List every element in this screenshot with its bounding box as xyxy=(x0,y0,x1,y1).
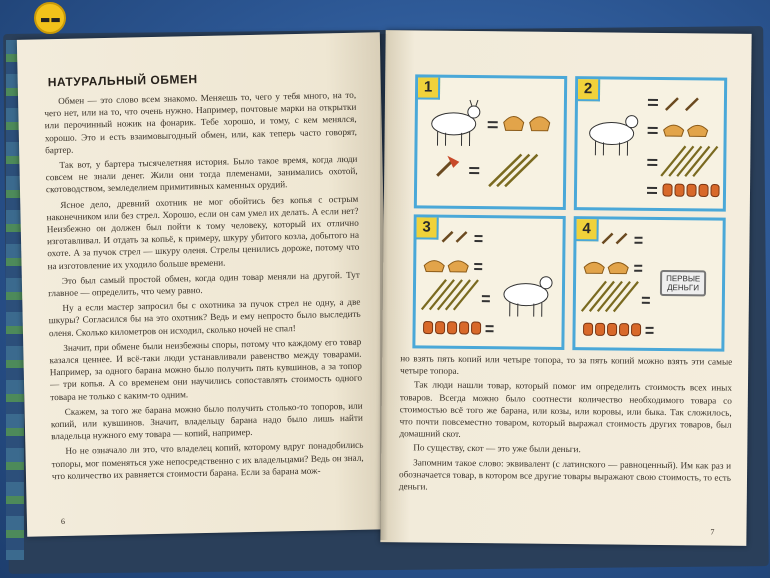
basket-icon xyxy=(424,261,468,272)
barter-panel-3 xyxy=(412,214,565,350)
paragraph: Запомним такое слово: эквивалент (с латинского — равноценный). Им как раз и обозначается товар, в котором все другие товары выражают свою стоимость, то есть деньги. xyxy=(398,457,732,492)
page-number: 7 xyxy=(710,527,715,537)
axe-icon xyxy=(437,156,459,176)
jugs-icon xyxy=(663,184,719,197)
equals-sign-icon xyxy=(646,328,654,333)
axe-icon xyxy=(442,232,466,242)
equals-sign-icon xyxy=(469,168,479,173)
left-page xyxy=(17,32,390,536)
paragraph: Скажем, за того же барана можно было получить столько-то топоров, или копий, или кувшинов. Значит, владельцу барана надо было лишь найти владельца нужного ему товара — копий, например. xyxy=(50,400,363,442)
paragraph: Это был самый простой обмен, когда один товар меняли на другой. Тут главное — определить, что чему равно. xyxy=(48,269,360,299)
left-page-text xyxy=(44,89,364,486)
equals-sign-icon xyxy=(474,264,482,269)
basket-icon xyxy=(504,116,550,130)
goat-icon xyxy=(431,100,479,147)
paragraph: По существу, скот — это уже были деньги. xyxy=(413,442,581,455)
equals-sign-icon xyxy=(474,236,482,241)
jugs-icon xyxy=(584,323,641,336)
axe-icon xyxy=(602,233,626,243)
jugs-icon xyxy=(424,322,481,335)
equals-sign-icon xyxy=(482,296,490,301)
chapter-heading: НАТУРАЛЬНЫЙ ОБМЕН xyxy=(47,72,198,90)
barter-panel-2 xyxy=(574,76,727,212)
paragraph: Значит, при обмене были неизбежны споры, потому что каждому его товар казался ценнее. И всё-таки люди устанавливали равенство между товарами. Например, за одного барана можно было получить пять кувшинов, а за топор — три копья. А со временем они научились сопоставлять стоимость одного товара не только с каким-то одним. xyxy=(49,336,363,402)
right-page-text xyxy=(399,352,732,498)
right-page xyxy=(380,30,751,546)
equals-sign-icon xyxy=(634,266,642,271)
spears-icon xyxy=(422,279,478,310)
paragraph: Но не означало ли это, что владелец копий, которому вдруг понадобились топоры, мог поменяться уже непосредственно с их владельцами? Ведь он знал, что количество их равняется стоимости барана. Если за барана мож- xyxy=(51,440,364,482)
barter-illustration-1 xyxy=(417,77,564,207)
book-gutter-shadow xyxy=(380,34,388,540)
paragraph: Так люди нашли товар, который помог им определить стоимость всех иных товаров. Всегда можно было соотнести количество необходимого товара со стоимостью всё того же барана, или козы, или коровы, или быка. Так сложилось, что почти повсеместно товаром, который выражал стоимость других товаров, был домашний скот. xyxy=(399,379,733,440)
panel-number-badge: 3 xyxy=(417,217,439,239)
barter-illustration-3 xyxy=(415,217,562,347)
spears-icon xyxy=(582,281,638,312)
paragraph: Обмен — это слово всем знакомо. Меняешь то, чего у тебя много, на то, чего нет, или на то, что очень нужно. Например, почтовые марки на открытки или перочинный ножик на фонарик. Тебе хорошо, и тому, с кем менялся, хорошо. Это и есть взаимовыгодный обмен, или, как теперь часто говорят, бартер. xyxy=(44,89,357,156)
equals-sign-icon xyxy=(648,128,658,133)
basket-icon xyxy=(664,125,708,136)
barter-illustration-2 xyxy=(577,79,724,209)
goat-icon xyxy=(589,115,637,156)
basket-icon xyxy=(584,262,628,273)
page-number: 6 xyxy=(60,516,66,527)
goat-icon xyxy=(504,276,552,317)
barter-panel-1 xyxy=(414,74,567,210)
panel-number-badge: 4 xyxy=(576,219,598,241)
paragraph: Ну а если мастер запросил бы с охотника за пучок стрел не одну, а две шкуры? Согласился бы на это охотник? Ведь и ему непросто было выследить оленя. Сколько километров он исходил, сколько ночей не спал! xyxy=(48,296,361,338)
paragraph: Так вот, у бартера тысячелетняя история. Было такое время, когда люди совсем не знали денег. Жили они тогда племенами, занимались охотой, скотоводством, земледелием примитивных каменных орудий. xyxy=(45,153,358,195)
axe-icon xyxy=(666,98,698,110)
equals-sign-icon xyxy=(642,298,650,303)
first-money-label: ПЕРВЫЕ ДЕНЬГИ xyxy=(660,270,706,296)
spears-icon xyxy=(661,146,717,177)
sunglasses-icon: ▬▬ xyxy=(40,13,61,26)
equals-sign-icon xyxy=(488,122,498,127)
equals-sign-icon xyxy=(486,326,494,331)
sunglasses-sticker xyxy=(34,2,66,34)
panel-number-badge: 1 xyxy=(418,77,440,99)
spears-icon xyxy=(489,154,537,187)
panel-number-badge: 2 xyxy=(578,79,600,101)
paragraph: но взять пять копий или четыре топора, то за пять копий можно взять эти самые четыре топора. xyxy=(400,353,733,377)
barter-panel-4 xyxy=(572,216,725,352)
equals-sign-icon xyxy=(647,160,657,165)
paragraph: Ясное дело, древний охотник не мог обойтись без копья с острым наконечником или без стрел. Хорошо, если он сам умел их делать. А если нет? Неизбежно он должен был пойти к тому человеку, который их отлично изготавливал. И отдать за копьё, к примеру, шкуру убитого козла, добытого на охоте. А за пучок стрел — шкуру оленя. Стрелы ценились дороже, потому что на изготовление их уходило больше времени. xyxy=(46,193,360,271)
equals-sign-icon xyxy=(647,188,657,193)
equals-sign-icon xyxy=(634,238,642,243)
equals-sign-icon xyxy=(648,100,658,105)
